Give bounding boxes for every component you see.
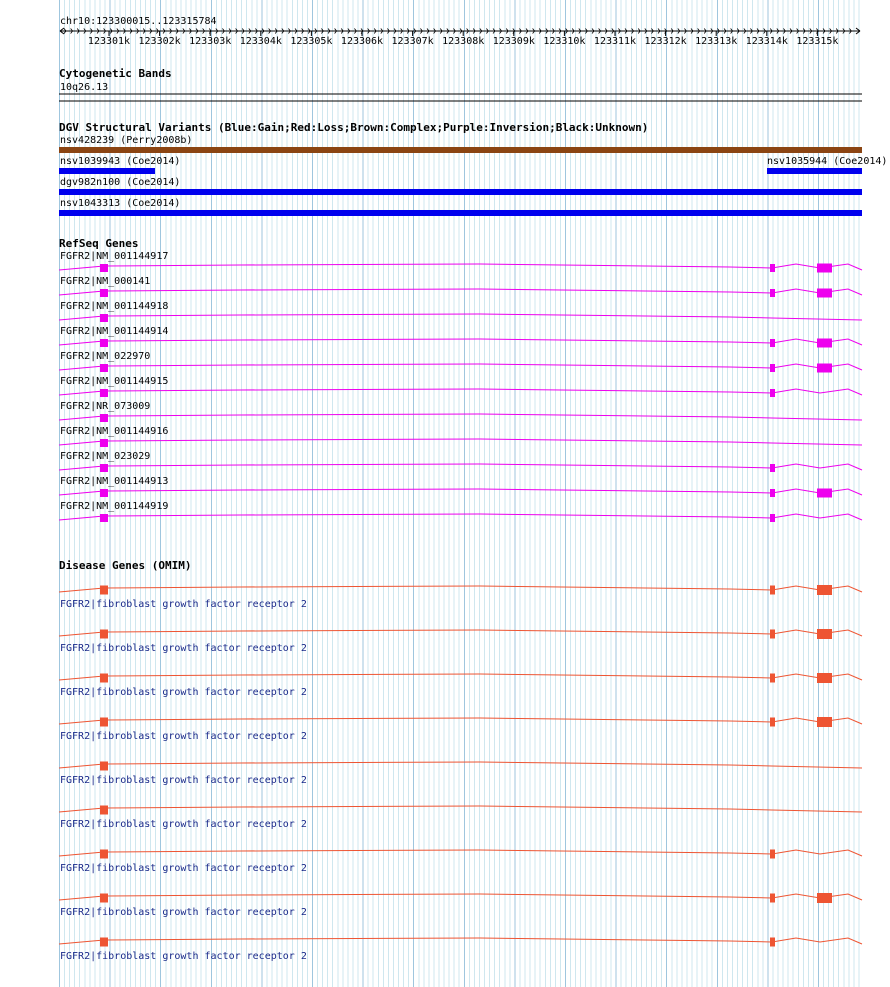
exon xyxy=(770,630,775,639)
dgv-feature-label: nsv1043313 (Coe2014) xyxy=(60,198,181,209)
intron-line xyxy=(59,718,862,724)
exon xyxy=(100,938,108,947)
ruler-tick-label: 123309k xyxy=(492,36,535,47)
exon xyxy=(770,674,775,683)
ruler-tick-label: 123306k xyxy=(340,36,384,47)
gene-label: FGFR2|NM_001144919 xyxy=(60,501,169,512)
exon xyxy=(817,339,832,348)
exon xyxy=(770,339,775,347)
exon xyxy=(817,489,832,498)
exon xyxy=(770,718,775,727)
ruler-tick-label: 123307k xyxy=(391,36,434,47)
dgv-feature-label: nsv1035944 (Coe2014) xyxy=(767,156,888,167)
intron-line xyxy=(59,289,862,295)
gene-feature[interactable] xyxy=(59,351,862,373)
exon xyxy=(100,389,108,397)
ruler-tick-label: 123315k xyxy=(796,36,839,47)
cytoband-track-title: Cytogenetic Bands xyxy=(59,67,172,80)
exon xyxy=(100,489,108,497)
gene-label: FGFR2|NM_001144914 xyxy=(60,326,169,337)
intron-line xyxy=(59,850,862,856)
omim-track-title: Disease Genes (OMIM) xyxy=(59,559,192,572)
intron-line xyxy=(59,389,862,395)
gene-feature[interactable] xyxy=(59,376,862,397)
dgv-feature-bar[interactable] xyxy=(59,168,155,174)
gene-feature[interactable] xyxy=(59,762,862,787)
gene-label: FGFR2|NR_073009 xyxy=(60,401,151,412)
gene-label: FGFR2|NM_022970 xyxy=(60,351,151,362)
gene-feature[interactable] xyxy=(59,476,862,498)
exon xyxy=(817,264,832,273)
gene-feature[interactable] xyxy=(59,938,862,963)
intron-line xyxy=(59,464,862,470)
gene-feature[interactable] xyxy=(59,501,862,522)
exon xyxy=(100,414,108,422)
intron-line xyxy=(59,314,862,320)
exon xyxy=(100,464,108,472)
exon xyxy=(100,289,108,297)
gene-feature[interactable] xyxy=(59,673,862,698)
gene-feature[interactable] xyxy=(59,401,862,422)
gene-feature[interactable] xyxy=(59,451,862,472)
exon xyxy=(770,264,775,272)
exon xyxy=(770,389,775,397)
exon xyxy=(100,514,108,522)
intron-line xyxy=(59,894,862,900)
ruler-tick-label: 123304k xyxy=(239,36,282,47)
intron-line xyxy=(59,489,862,495)
exon xyxy=(770,514,775,522)
intron-line xyxy=(59,514,862,520)
gene-label: FGFR2|fibroblast growth factor receptor 2 xyxy=(60,731,307,742)
dgv-feature-bar[interactable] xyxy=(767,168,862,174)
exon xyxy=(100,762,108,771)
exon xyxy=(100,806,108,815)
dgv-track-title: DGV Structural Variants (Blue:Gain;Red:Loss;Brown:Complex;Purple:Inversion;Black:Unknown) xyxy=(59,121,649,134)
exon xyxy=(817,585,832,595)
gene-feature[interactable] xyxy=(59,585,862,610)
intron-line xyxy=(59,630,862,636)
exon xyxy=(100,439,108,447)
exon xyxy=(817,893,832,903)
omim-transcripts xyxy=(59,585,862,962)
dgv-feature-label: nsv428239 (Perry2008b) xyxy=(60,135,193,146)
gene-feature[interactable] xyxy=(59,893,862,918)
gene-feature[interactable] xyxy=(59,301,862,322)
gene-feature[interactable] xyxy=(59,806,862,831)
dgv-feature-bar[interactable] xyxy=(59,210,862,216)
ruler-tick-label: 123311k xyxy=(593,36,637,47)
exon xyxy=(100,264,108,272)
exon xyxy=(100,586,108,595)
exon xyxy=(817,289,832,298)
exon xyxy=(770,364,775,372)
intron-line xyxy=(59,364,862,370)
gene-feature[interactable] xyxy=(59,850,862,875)
ruler-tick-label: 123310k xyxy=(543,36,586,47)
gene-label: FGFR2|fibroblast growth factor receptor 2 xyxy=(60,599,307,610)
gene-label: FGFR2|fibroblast growth factor receptor 2 xyxy=(60,643,307,654)
gene-label: FGFR2|NM_023029 xyxy=(60,451,151,462)
gene-label: FGFR2|fibroblast growth factor receptor 2 xyxy=(60,951,307,962)
gene-feature[interactable] xyxy=(59,629,862,654)
location-label: chr10:123300015..123315784 xyxy=(60,16,217,27)
ruler-tick-label: 123312k xyxy=(644,36,687,47)
gene-label: FGFR2|fibroblast growth factor receptor 2 xyxy=(60,819,307,830)
gene-feature[interactable] xyxy=(59,426,862,447)
intron-line xyxy=(59,674,862,680)
gene-feature[interactable] xyxy=(59,251,862,273)
ruler-tick-label: 123313k xyxy=(695,36,738,47)
dgv-feature-bar[interactable] xyxy=(59,147,862,153)
intron-line xyxy=(59,414,862,420)
exon xyxy=(770,586,775,595)
ruler-tick-label: 123305k xyxy=(290,36,333,47)
gene-label: FGFR2|NM_001144918 xyxy=(60,301,169,312)
dgv-feature-bar[interactable] xyxy=(59,189,862,195)
exon xyxy=(770,850,775,859)
exon xyxy=(100,630,108,639)
gene-feature[interactable] xyxy=(59,717,862,742)
exon xyxy=(100,894,108,903)
ruler-ticks xyxy=(88,31,839,47)
intron-line xyxy=(59,806,862,812)
gene-feature[interactable] xyxy=(59,326,862,348)
intron-line xyxy=(59,264,862,270)
refseq-transcripts xyxy=(59,251,862,522)
exon xyxy=(770,894,775,903)
dgv-feature-label: nsv1039943 (Coe2014) xyxy=(60,156,181,167)
gene-label: FGFR2|NM_001144917 xyxy=(60,251,169,262)
gene-label: FGFR2|NM_000141 xyxy=(60,276,151,287)
refseq-track-title: RefSeq Genes xyxy=(59,237,139,250)
gene-label: FGFR2|fibroblast growth factor receptor 2 xyxy=(60,687,307,698)
gene-label: FGFR2|fibroblast growth factor receptor 2 xyxy=(60,907,307,918)
gene-label: FGFR2|fibroblast growth factor receptor 2 xyxy=(60,775,307,786)
exon xyxy=(770,489,775,497)
exon xyxy=(817,673,832,683)
gene-label: FGFR2|fibroblast growth factor receptor 2 xyxy=(60,863,307,874)
dgv-feature-label: dgv982n100 (Coe2014) xyxy=(60,177,181,188)
gene-feature[interactable] xyxy=(59,276,862,298)
intron-line xyxy=(59,439,862,445)
exon xyxy=(817,717,832,727)
exon xyxy=(100,850,108,859)
cytoband-label: 10q26.13 xyxy=(60,82,109,93)
intron-line xyxy=(59,586,862,592)
exon xyxy=(100,718,108,727)
exon xyxy=(100,339,108,347)
intron-line xyxy=(59,938,862,944)
exon xyxy=(100,314,108,322)
ruler-tick-label: 123314k xyxy=(745,36,788,47)
gene-label: FGFR2|NM_001144915 xyxy=(60,376,169,387)
gene-label: FGFR2|NM_001144916 xyxy=(60,426,169,437)
ruler-tick-label: 123301k xyxy=(87,36,131,47)
intron-line xyxy=(59,339,862,345)
exon xyxy=(817,629,832,639)
ruler-tick-label: 123308k xyxy=(442,36,485,47)
exon xyxy=(770,938,775,947)
exon xyxy=(770,289,775,297)
ruler-tick-label: 123302k xyxy=(138,36,181,47)
exon xyxy=(100,674,108,683)
intron-line xyxy=(59,762,862,768)
exon xyxy=(817,364,832,373)
exon xyxy=(770,464,775,472)
gene-label: FGFR2|NM_001144913 xyxy=(60,476,169,487)
ruler-tick-label: 123303k xyxy=(189,36,232,47)
exon xyxy=(100,364,108,372)
